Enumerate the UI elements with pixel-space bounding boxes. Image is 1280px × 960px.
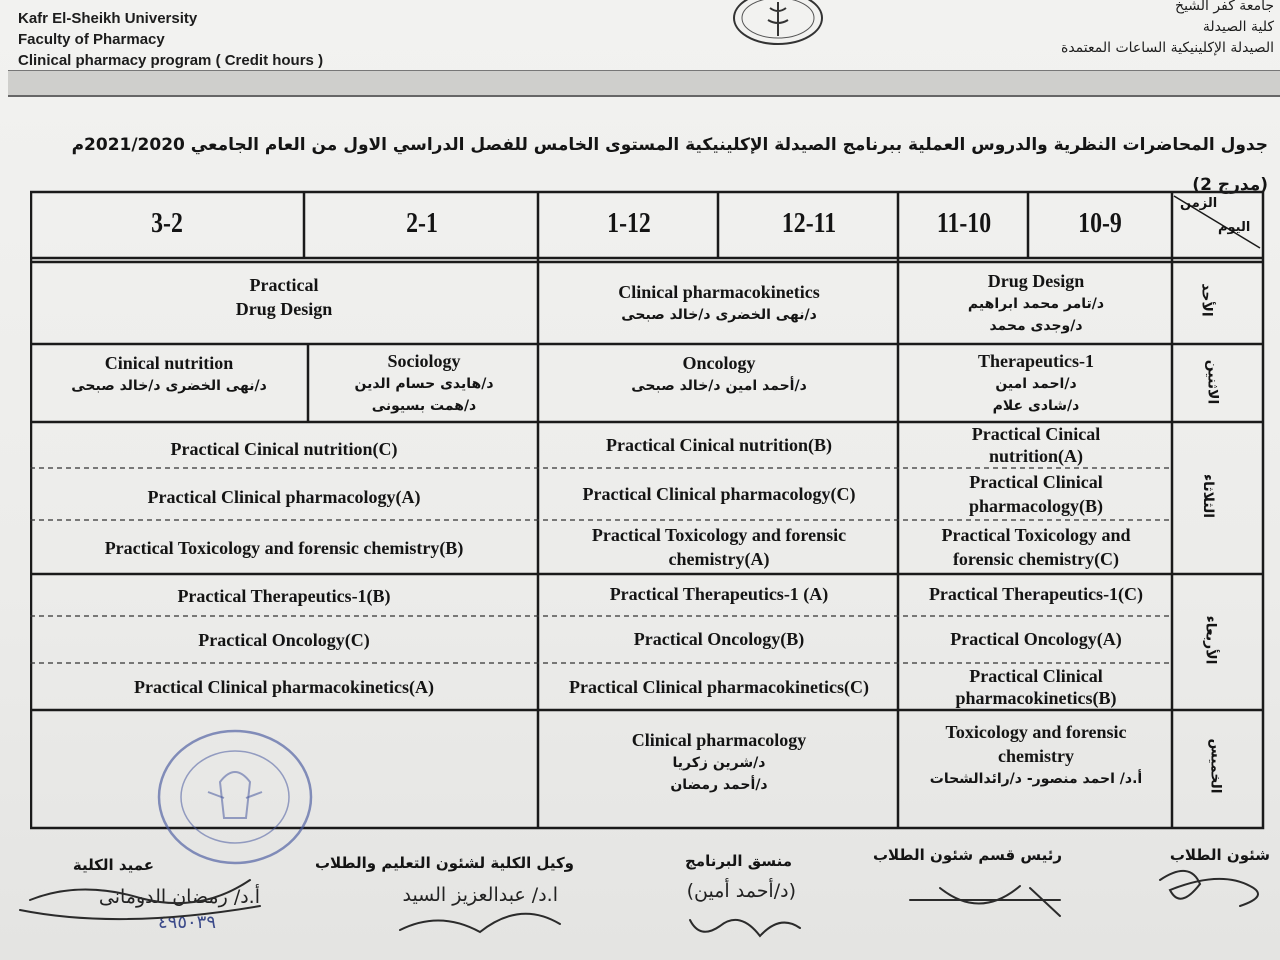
university-name: Kafr El-Sheikh University bbox=[18, 10, 198, 27]
wednesday-slot-c2: Practical Oncology(C) bbox=[198, 629, 370, 650]
sig-program-coordinator-title: منسق البرنامج bbox=[684, 852, 792, 870]
corner-time-label: الزمن bbox=[1180, 196, 1218, 211]
wednesday-slot-a2: Practical Oncology(A) bbox=[950, 629, 1122, 649]
wednesday-slot-c3: Practical Clinical pharmacokinetics(A) bbox=[134, 676, 434, 697]
sunday-practical-drug-design bbox=[30, 262, 538, 332]
time-header-3-2: 3-2 bbox=[151, 208, 183, 239]
instructor: د/هايدى حسام الدين bbox=[354, 376, 494, 392]
wednesday-slot-a3 bbox=[900, 663, 1172, 710]
course-title: Toxicology and forensic bbox=[945, 722, 1127, 742]
monday-clinical-nutrition bbox=[30, 344, 308, 404]
course-line: Practical Cinical bbox=[971, 424, 1101, 444]
university-header-ar bbox=[954, 0, 1274, 59]
tuesday-slot-c2: Practical Clinical pharmacology(A) bbox=[147, 487, 421, 507]
course-line: Practical Toxicology and forensic bbox=[591, 525, 847, 545]
sunday-pharmacokinetics bbox=[540, 262, 898, 344]
sig-student-affairs-title: شئون الطلاب bbox=[1169, 846, 1270, 864]
instructor: د/شادى علام bbox=[992, 398, 1080, 414]
instructor: د/نهى الخضرى د/خالد صبحى bbox=[71, 378, 267, 394]
sig-program-coordinator-name: (د/أحمد أمين) bbox=[686, 880, 796, 902]
time-header-11-10: 11-10 bbox=[936, 208, 992, 239]
course-line: chemistry(A) bbox=[668, 549, 770, 569]
course-line: forensic chemistry(C) bbox=[952, 549, 1120, 569]
sig-vice-dean-title: وكيل الكلية لشئون التعليم والطلاب bbox=[314, 854, 574, 872]
tuesday-slot-c1: Practical Cinical nutrition(C) bbox=[170, 439, 398, 459]
program-name-ar: الصيدلة الإكلينيكية الساعات المعتمدة bbox=[1060, 40, 1274, 56]
tuesday-slot-a3 bbox=[900, 520, 1172, 574]
tuesday-slot-b1: Practical Cinical nutrition(B) bbox=[606, 435, 832, 455]
course-title: Drug Design bbox=[987, 271, 1085, 291]
time-header-10-9: 10-9 bbox=[1078, 208, 1122, 239]
course-title-2: chemistry bbox=[998, 746, 1074, 766]
tuesday-slot-a2 bbox=[900, 468, 1172, 520]
course-title: Therapeutics-1 bbox=[978, 351, 1094, 371]
course-line: pharmacology(B) bbox=[969, 496, 1103, 516]
day-thursday: الخميس bbox=[1207, 738, 1224, 794]
instructor: د/احمد امين bbox=[995, 376, 1077, 392]
stamp-number: ٤٩٥٠٣٩ bbox=[158, 912, 217, 933]
instructor: د/نهى الخضرى د/خالد صبحى bbox=[621, 307, 817, 323]
time-header-12-11: 12-11 bbox=[781, 208, 837, 239]
university-logo-icon bbox=[730, 0, 826, 48]
sig-vice-dean-name: ا.د/ عبدالعزيز السيد bbox=[402, 884, 558, 906]
course-title: Cinical nutrition bbox=[104, 353, 234, 373]
wednesday-slot-b1: Practical Therapeutics-1 (A) bbox=[609, 584, 829, 604]
wednesday-slot-b3: Practical Clinical pharmacokinetics(C) bbox=[569, 676, 869, 697]
time-header-1-12: 1-12 bbox=[607, 208, 651, 239]
course-line: nutrition(A) bbox=[989, 446, 1083, 466]
time-header-2-1: 2-1 bbox=[406, 208, 438, 239]
wednesday-slot-b2: Practical Oncology(B) bbox=[633, 629, 805, 649]
course-line: Practical Clinical bbox=[969, 665, 1103, 686]
instructor: د/همت بسيونى bbox=[371, 398, 477, 414]
schedule-title: جدول المحاضرات النظرية والدروس العملية ببرنامج الصيدلة الإكلينيكية المستوى الخامس للفصل الدراسي الاول من العام الجامعي 2021/2020م (مدرج 2) bbox=[71, 135, 1268, 195]
wednesday-slot-a1: Practical Therapeutics-1(C) bbox=[928, 584, 1144, 604]
instructor: أ.د/ احمد منصور- د/رائدالشحات bbox=[929, 771, 1143, 787]
day-monday: الاثنين bbox=[1204, 359, 1221, 405]
sig-dean-name: أ.د/ رمضان الدومانى bbox=[98, 886, 260, 908]
wednesday-slot-c1: Practical Therapeutics-1(B) bbox=[177, 586, 391, 606]
instructor: د/شرين زكريا bbox=[672, 755, 766, 771]
monday-oncology bbox=[540, 344, 898, 404]
monday-therapeutics bbox=[900, 344, 1172, 422]
sig-student-affairs-head-title: رئيس قسم شئون الطلاب bbox=[872, 846, 1062, 864]
thursday-clinical-pharmacology bbox=[540, 722, 898, 802]
course-line: Practical bbox=[249, 275, 319, 295]
tuesday-slot-c3: Practical Toxicology and forensic chemistry(B) bbox=[104, 538, 464, 558]
university-header-en bbox=[18, 8, 323, 71]
tuesday-slot-b2: Practical Clinical pharmacology(C) bbox=[582, 484, 856, 504]
course-title: Clinical pharmacokinetics bbox=[618, 282, 820, 302]
course-line: Drug Design bbox=[235, 299, 333, 319]
course-line: Practical Clinical bbox=[969, 472, 1103, 492]
university-name-ar: جامعة كفر الشيخ bbox=[1175, 0, 1274, 14]
course-title: Sociology bbox=[387, 351, 461, 371]
instructor: د/أحمد رمضان bbox=[670, 777, 768, 793]
monday-sociology bbox=[310, 344, 538, 422]
header-band bbox=[8, 70, 1280, 97]
sunday-drug-design bbox=[900, 262, 1172, 344]
instructor: د/وجدى محمد bbox=[989, 318, 1083, 334]
sig-dean-title: عميد الكلية bbox=[72, 856, 154, 874]
thursday-toxicology bbox=[900, 710, 1172, 800]
tuesday-slot-b3 bbox=[540, 520, 898, 574]
faculty-name: Faculty of Pharmacy bbox=[18, 31, 165, 48]
instructor: د/تامر محمد ابراهيم bbox=[967, 296, 1105, 312]
course-line: pharmacokinetics(B) bbox=[955, 687, 1117, 708]
instructor: د/أحمد امين د/خالد صبحى bbox=[631, 378, 807, 394]
corner-day-label: اليوم bbox=[1218, 220, 1251, 235]
day-wednesday: الأربعاء bbox=[1202, 615, 1219, 665]
course-title: Clinical pharmacology bbox=[631, 730, 807, 750]
course-line: Practical Toxicology and bbox=[941, 525, 1131, 545]
handwritten-signatures-icon bbox=[0, 840, 1280, 960]
day-sunday: الأحد bbox=[1198, 283, 1215, 317]
program-name: Clinical pharmacy program ( Credit hours ) bbox=[18, 52, 324, 69]
day-tuesday: الثلاثاء bbox=[1200, 473, 1217, 519]
tuesday-slot-a1 bbox=[900, 422, 1172, 468]
faculty-name-ar: كلية الصيدلة bbox=[1202, 19, 1274, 35]
course-title: Oncology bbox=[682, 353, 756, 373]
